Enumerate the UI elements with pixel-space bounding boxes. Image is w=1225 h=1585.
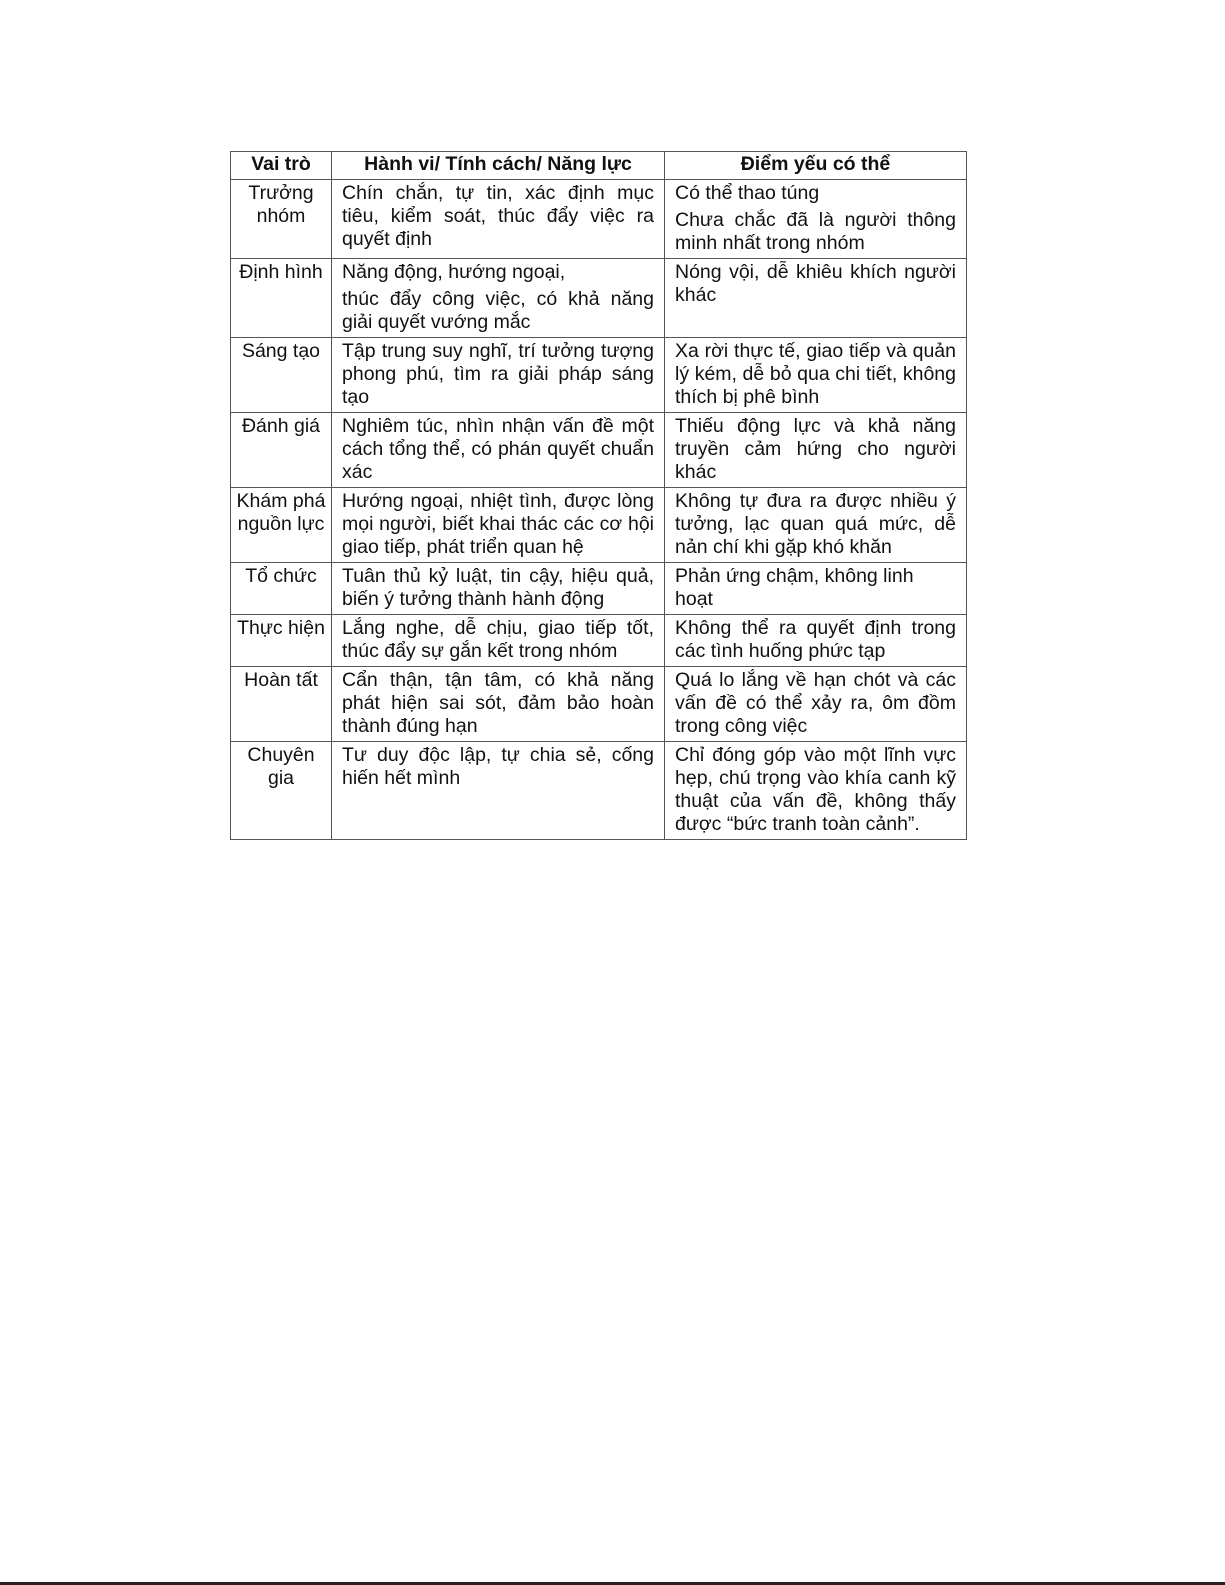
behavior-text: Chín chắn, tự tin, xác định mục tiêu, kiểm soát, thúc đẩy việc ra quyết định [342, 182, 654, 250]
header-role: Vai trò [231, 152, 332, 180]
behavior-text: Hướng ngoại, nhiệt tình, được lòng mọi người, biết khai thác các cơ hội giao tiếp, phát triển quan hệ [342, 490, 654, 558]
role-cell: Tổ chức [231, 563, 332, 615]
weakness-text: Chưa chắc đã là người thông minh nhất trong nhóm [675, 209, 956, 254]
weakness-cell [665, 180, 967, 259]
weakness-cell [665, 488, 967, 563]
role-cell: Khám phá nguồn lực [231, 488, 332, 563]
table-row [231, 259, 967, 338]
weakness-text: Xa rời thực tế, giao tiếp và quản lý kém, dễ bỏ qua chi tiết, không thích bị phê bình [675, 340, 956, 408]
weakness-cell [665, 563, 967, 615]
weakness-text: Nóng vội, dễ khiêu khích người khác [675, 261, 956, 306]
weakness-text: Có thể thao túng [675, 182, 820, 204]
table-row [231, 667, 967, 742]
header-weakness: Điểm yếu có thể [665, 152, 967, 180]
role-cell: Trưởng nhóm [231, 180, 332, 259]
role-cell: Sáng tạo [231, 338, 332, 413]
behavior-text: Tập trung suy nghĩ, trí tưởng tượng phong phú, tìm ra giải pháp sáng tạo [342, 340, 654, 408]
team-roles-table [230, 151, 967, 840]
header-behavior: Hành vi/ Tính cách/ Năng lực [332, 152, 665, 180]
role-cell: Định hình [231, 259, 332, 338]
behavior-text: Lắng nghe, dễ chịu, giao tiếp tốt, thúc đẩy sự gắn kết trong nhóm [342, 617, 654, 662]
table-row [231, 413, 967, 488]
weakness-text: Chỉ đóng góp vào một lĩnh vực hẹp, chú trọng vào khía canh kỹ thuật của vấn đề, không thấy được “bức tranh toàn cảnh”. [675, 744, 956, 835]
weakness-text: Phản ứng chậm, không linh hoạt [675, 565, 914, 610]
table-row [231, 488, 967, 563]
behavior-cell [332, 413, 665, 488]
weakness-text: Không tự đưa ra được nhiều ý tưởng, lạc quan quá mức, dễ nản chí khi gặp khó khăn [675, 490, 956, 558]
role-cell: Đánh giá [231, 413, 332, 488]
role-cell: Thực hiện [231, 615, 332, 667]
behavior-cell [332, 488, 665, 563]
table-row [231, 338, 967, 413]
weakness-cell [665, 615, 967, 667]
behavior-cell [332, 563, 665, 615]
weakness-cell [665, 338, 967, 413]
behavior-text: Năng động, hướng ngoại, [342, 261, 566, 283]
weakness-text: Thiếu động lực và khả năng truyền cảm hứng cho người khác [675, 415, 956, 483]
weakness-text: Không thể ra quyết định trong các tình huống phức tạp [675, 617, 956, 662]
table-row [231, 180, 967, 259]
behavior-cell [332, 338, 665, 413]
behavior-cell [332, 615, 665, 667]
weakness-cell [665, 259, 967, 338]
table-header-row [231, 152, 967, 180]
behavior-text: Tuân thủ kỷ luật, tin cậy, hiệu quả, biến ý tưởng thành hành động [342, 565, 654, 610]
table-row [231, 563, 967, 615]
behavior-cell [332, 180, 665, 259]
weakness-cell [665, 413, 967, 488]
behavior-cell [332, 667, 665, 742]
behavior-cell [332, 259, 665, 338]
table-row [231, 615, 967, 667]
behavior-text: Nghiêm túc, nhìn nhận vấn đề một cách tổng thể, có phán quyết chuẩn xác [342, 415, 654, 483]
weakness-cell [665, 742, 967, 840]
behavior-text: thúc đẩy công việc, có khả năng giải quyết vướng mắc [342, 288, 654, 333]
behavior-cell [332, 742, 665, 840]
weakness-cell [665, 667, 967, 742]
behavior-text: Tư duy độc lập, tự chia sẻ, cống hiến hết mình [342, 744, 654, 789]
table-row [231, 742, 967, 840]
role-cell: Hoàn tất [231, 667, 332, 742]
role-cell: Chuyên gia [231, 742, 332, 840]
weakness-text: Quá lo lắng về hạn chót và các vấn đề có thể xảy ra, ôm đồm trong công việc [675, 669, 956, 737]
behavior-text: Cẩn thận, tận tâm, có khả năng phát hiện sai sót, đảm bảo hoàn thành đúng hạn [342, 669, 654, 737]
